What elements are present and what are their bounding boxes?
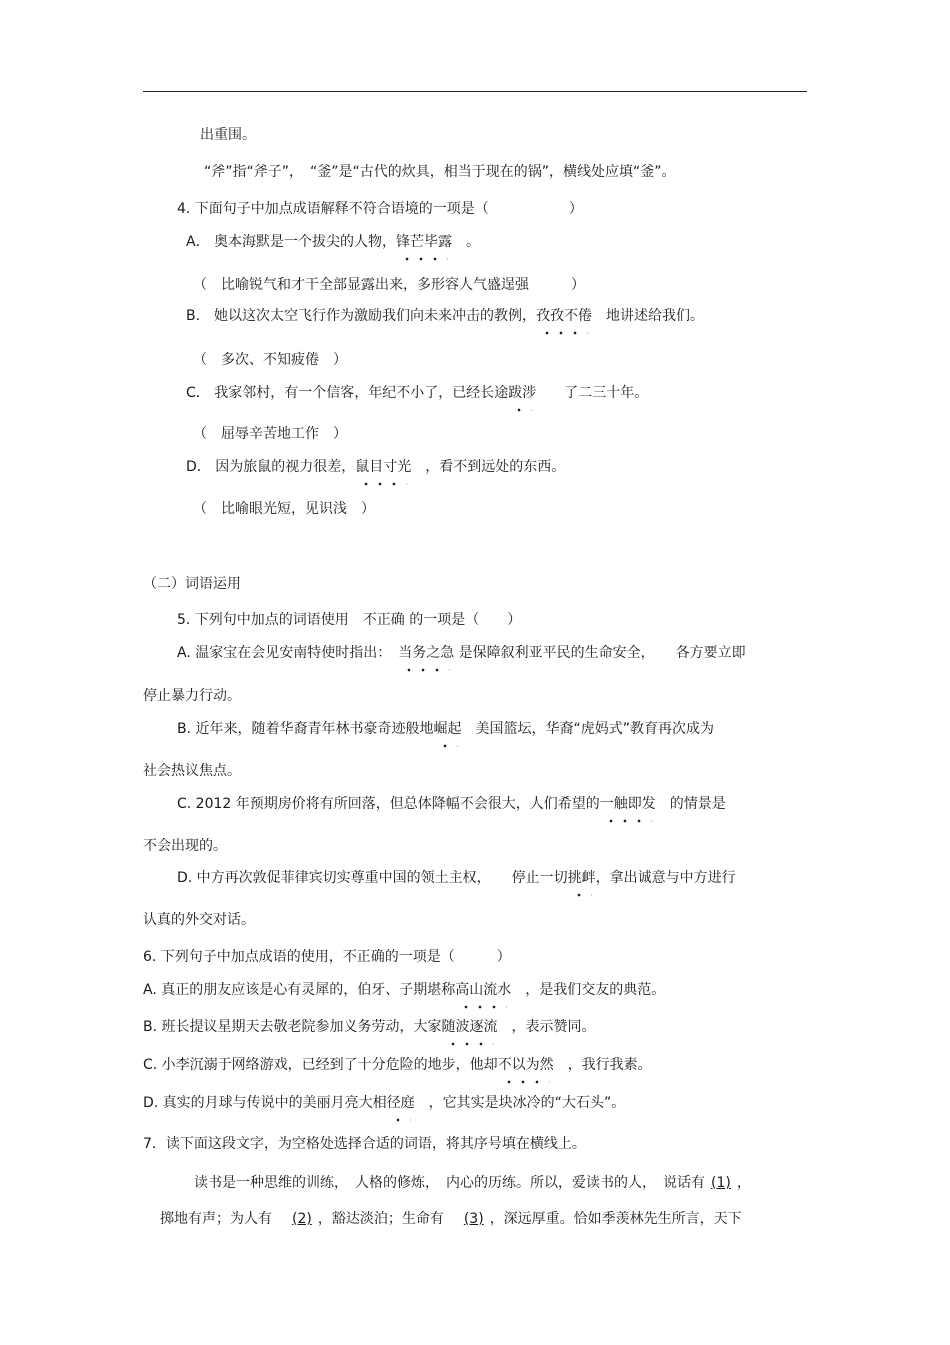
q4-option-d [186, 457, 565, 477]
q6-c-text: C. 小李沉溺于网络游戏，已经到了十分危险的地步，他却 [143, 1057, 498, 1073]
q6-b-tail: ，表示赞同。 [511, 1019, 596, 1035]
q4-b-tail: 地讲述给我们。 [592, 308, 705, 324]
q6-a-dotted-idiom: 高山流水 [455, 982, 512, 998]
q4-a-dotted-idiom: 锋芒毕露 [396, 234, 453, 250]
q5-option-d [177, 868, 736, 888]
q5-d-tail: ，拿出诚意与中方进行 [595, 870, 736, 886]
q5-stem: 5. 下列句中加点的词语使用 不正确 的一项是（ ） [177, 612, 522, 628]
q6-option-c [143, 1055, 652, 1075]
q5-b-dotted-word: 崛起 [433, 721, 462, 737]
q5-b-tail: 美国篮坛，华裔“虎妈式”教育再次成为 [461, 721, 715, 737]
q4-stem-close: ） [568, 201, 583, 217]
q5-b-text: B. 近年来，随着华裔青年林书豪奇迹般地 [177, 721, 434, 737]
q7-p2-tail: ，深远厚重。恰如季羡林先生所言，天下 [489, 1211, 742, 1227]
q7-blank-3[interactable]: (3) [463, 1211, 484, 1227]
q5-c-tail: 的情景是 [655, 796, 726, 812]
q4-c-text: C． 我家邻村，有一个信客，年纪不小了，已经长途 [186, 385, 509, 401]
q6-c-tail: ，我行我素。 [567, 1057, 652, 1073]
q4-stem-text: 4. 下面句子中加点成语解释不符合语境的一项是（ [177, 201, 489, 217]
q4-c-tail: 了二三十年。 [536, 385, 649, 401]
q4-d-tail: ，看不到远处的东西。 [425, 459, 566, 475]
q6-a-text: A. 真正的朋友应该是心有灵犀的，伯牙、子期堪称 [143, 982, 456, 998]
q5-d-dotted-word: 挑衅 [567, 870, 596, 886]
q4-a-note: （ 比喻锐气和才干全部显露出来，多形容人气盛逞强 ） [193, 277, 585, 293]
section-heading: （二）词语运用 [143, 576, 241, 592]
q7-stem: 7．读下面这段文字，为空格处选择合适的词语，将其序号填在横线上。 [143, 1136, 586, 1152]
q4-a-text: A． 奥本海默是一个拔尖的人物， [186, 234, 397, 250]
q5-a-dotted-idiom: 当务之急 [398, 645, 455, 661]
q7-paragraph-line-2 [160, 1209, 742, 1229]
q4-c-dotted-word: 跋涉 [508, 385, 537, 401]
q7-p1-tail: ， [736, 1175, 751, 1191]
q4-d-text: D． 因为旅鼠的视力很差， [186, 459, 356, 475]
q5-d-continuation: 认真的外交对话。 [143, 912, 255, 928]
q5-option-c [177, 794, 726, 814]
q3-line-1: 出重围。 [200, 127, 256, 143]
q4-d-dotted-idiom: 鼠目寸光 [355, 459, 412, 475]
q7-p2-text: 掷地有声；为人有 [160, 1211, 286, 1227]
q5-c-continuation: 不会出现的。 [143, 838, 227, 854]
q3-line-2: “斧”指“斧子”， “釜”是“古代的炊具，相当于现在的锅”，横线处应填“釜”。 [204, 164, 676, 180]
q6-b-dotted-idiom: 随波逐流 [441, 1019, 498, 1035]
q7-p2-mid: ，豁达淡泊；生命有 [317, 1211, 458, 1227]
q5-d-text: D. 中方再次敦促菲律宾切实尊重中国的领土主权， 停止一切 [177, 870, 568, 886]
header-rule [143, 91, 807, 92]
q6-c-dotted-idiom: 不以为然 [497, 1057, 554, 1073]
q6-d-tail: ，它其实是块冰冷的“大石头”。 [414, 1095, 626, 1111]
q5-a-text: A. 温家宝在会见安南特使时指出： [177, 645, 399, 661]
q6-stem: 6. 下列句子中加点成语的使用，不正确的一项是（ ） [143, 949, 511, 965]
q6-b-text: B. 班长提议星期天去敬老院参加义务劳动，大家 [143, 1019, 442, 1035]
q6-d-dotted-word: 径庭 [386, 1095, 415, 1111]
q4-option-a [186, 232, 480, 252]
q4-c-note: （ 屈辱辛苦地工作 ） [193, 426, 347, 442]
q4-b-dotted-idiom: 孜孜不倦 [536, 308, 593, 324]
q6-a-tail: ，是我们交友的典范。 [525, 982, 666, 998]
q7-blank-2[interactable]: (2) [292, 1211, 312, 1227]
q5-option-a [177, 643, 746, 663]
q7-blank-1[interactable]: (1) [711, 1175, 731, 1191]
q5-b-continuation: 社会热议焦点。 [143, 763, 241, 779]
q7-p1-text: 读书是一种思维的训练， 人格的修炼， 内心的历练。所以，爱读书的人， 说话有 [194, 1175, 705, 1191]
q6-d-text: D. 真实的月球与传说中的美丽月亮大相 [143, 1095, 387, 1111]
q4-option-c [186, 383, 648, 403]
q5-a-continuation: 停止暴力行动。 [143, 688, 241, 704]
q5-a-tail: 是保障叙利亚平民的生命安全， 各方要立即 [454, 645, 746, 661]
q4-d-note: （ 比喻眼光短，见识浅 ） [193, 501, 375, 517]
q5-c-dotted-idiom: 一触即发 [599, 796, 656, 812]
q6-option-d [143, 1093, 625, 1113]
q4-a-tail: 。 [466, 234, 481, 250]
q7-paragraph-line-1 [194, 1173, 751, 1193]
q4-b-text: B． 她以这次太空飞行作为激励我们向未来冲击的教例， [186, 308, 537, 324]
q5-c-text: C. 2012 年预期房价将有所回落，但总体降幅不会很大，人们希望的 [177, 796, 600, 812]
q4-stem [177, 199, 583, 219]
q5-option-b [177, 719, 714, 739]
q4-b-note: （ 多次、不知疲倦 ） [193, 352, 347, 368]
q6-option-b [143, 1017, 596, 1037]
q6-option-a [143, 980, 665, 1000]
q4-option-b [186, 306, 704, 326]
